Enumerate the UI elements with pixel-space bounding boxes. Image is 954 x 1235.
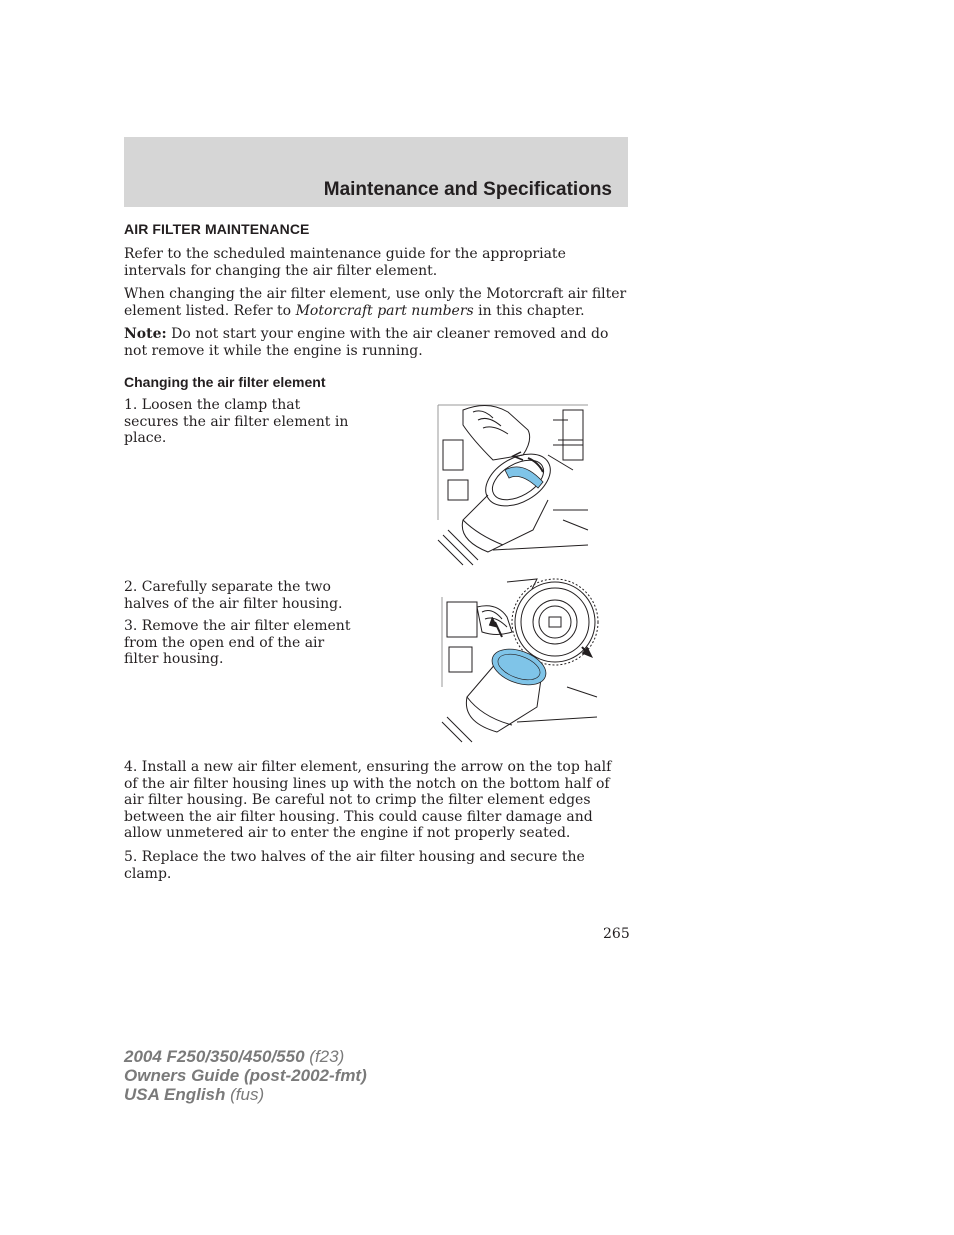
footer-line-2 xyxy=(124,1066,367,1085)
page-title: Maintenance and Specifications xyxy=(323,179,612,200)
procedure-heading: Changing the air filter element xyxy=(124,374,326,390)
page-number: 265 xyxy=(603,926,630,942)
footer-language-code: (fus) xyxy=(225,1085,265,1104)
para2-end: in this chapter. xyxy=(473,302,585,319)
part-numbers-reference: Motorcraft part numbers xyxy=(295,302,474,319)
footer-model: 2004 F250/350/450/550 xyxy=(124,1047,305,1066)
note-paragraph xyxy=(124,326,629,359)
note-label: Note: xyxy=(124,326,167,342)
loosen-clamp-illustration xyxy=(433,400,593,568)
footer-guide: Owners Guide (post-2002-fmt) xyxy=(124,1066,367,1085)
note-text: Do not start your engine with the air cleaner removed and do not remove it while the engine is running. xyxy=(124,326,609,359)
step-5: 5. Replace the two halves of the air filter housing and secure the clamp. xyxy=(124,849,585,882)
step-4: 4. Install a new air filter element, ensuring the arrow on the top half of the air filter housing lines up with the notch on the bottom half of air filter housing. Be careful not to crimp the filter element edges between the air filter housing. This could cause filter damage and allow unmetered air to enter the engine if not properly seated. xyxy=(124,759,612,841)
header-band xyxy=(124,137,628,207)
separate-housing-illustration xyxy=(437,577,601,747)
intro-paragraph: Refer to the scheduled maintenance guide for the appropriate intervals for changing the air filter element. xyxy=(124,246,566,279)
step-1: 1. Loosen the clamp that secures the air filter element in place. xyxy=(124,397,349,446)
footer-line-1 xyxy=(124,1047,367,1066)
footer-line-3 xyxy=(124,1085,367,1104)
section-heading: AIR FILTER MAINTENANCE xyxy=(124,221,310,237)
step-2: 2. Carefully separate the two halves of the air filter housing. xyxy=(124,579,343,612)
motorcraft-paragraph xyxy=(124,286,629,319)
footer-language: USA English xyxy=(124,1085,226,1104)
document-footer xyxy=(124,1047,367,1104)
para2-start: When changing the air filter element, use only the Motorcraft air filter element listed. Refer to xyxy=(124,286,627,319)
footer-model-code: (f23) xyxy=(304,1047,345,1066)
step-3: 3. Remove the air filter element from the open end of the air filter housing. xyxy=(124,618,351,667)
